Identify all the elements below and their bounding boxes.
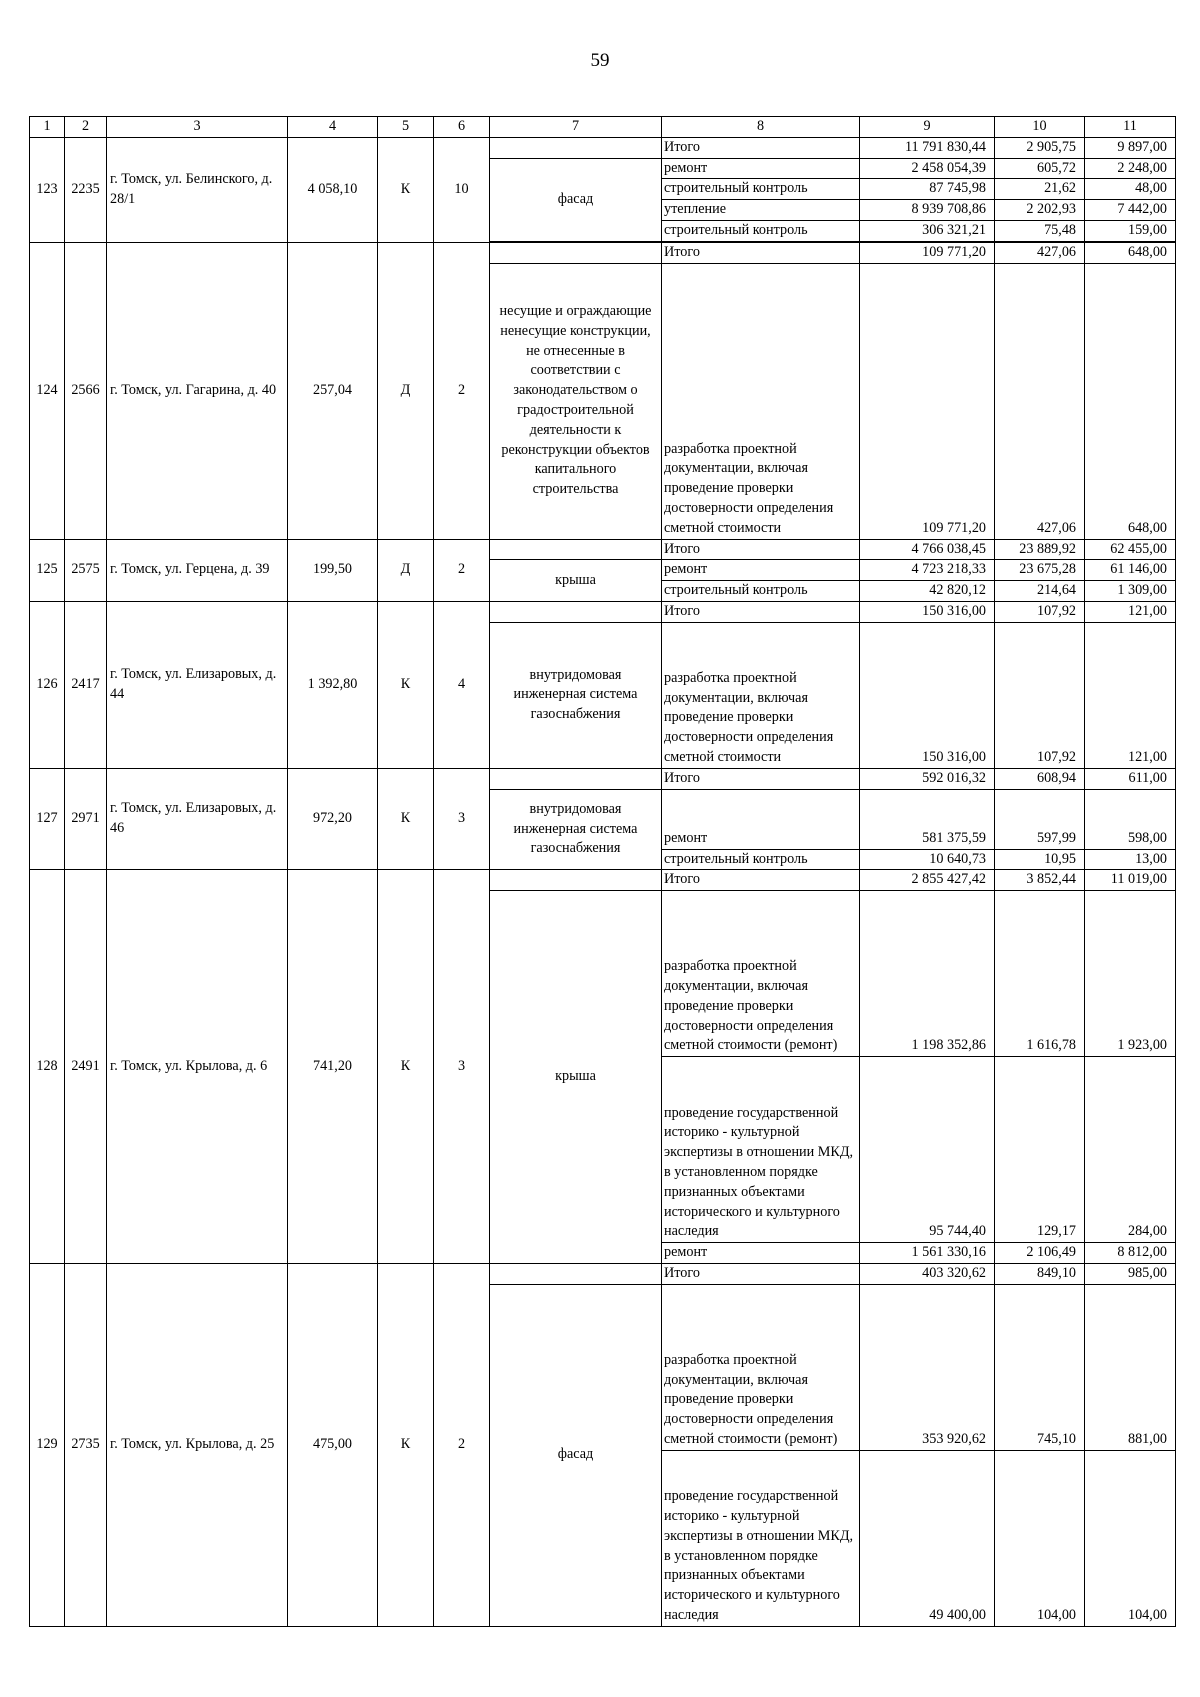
cost-limit: 11 019,00 — [1085, 870, 1176, 891]
work-kind — [490, 137, 662, 158]
cost-limit: 1 309,00 — [1085, 581, 1176, 602]
cost-total: 1 561 330,16 — [860, 1243, 995, 1264]
address: г. Томск, ул. Крылова, д. 6 — [107, 870, 288, 1264]
work-type: проведение государственной историко - культурной экспертизы в отношении МКД, в установленном порядке признанных объектами исторического и культурного наследия — [662, 1057, 860, 1243]
cost-total: 306 321,21 — [860, 220, 995, 241]
cost-limit: 104,00 — [1085, 1450, 1176, 1626]
col-header: 5 — [378, 117, 434, 138]
col-header: 3 — [107, 117, 288, 138]
area: 475,00 — [288, 1263, 378, 1626]
cost-limit: 159,00 — [1085, 220, 1176, 241]
cost-limit: 648,00 — [1085, 242, 1176, 263]
cost-limit: 9 897,00 — [1085, 137, 1176, 158]
row-number: 123 — [30, 137, 65, 242]
cost-per-m2: 427,06 — [995, 242, 1085, 263]
category: К — [378, 137, 434, 242]
house-code: 2575 — [65, 539, 107, 601]
cost-per-m2: 10,95 — [995, 849, 1085, 870]
col-header: 6 — [434, 117, 490, 138]
cost-limit: 881,00 — [1085, 1284, 1176, 1450]
house-code: 2417 — [65, 601, 107, 768]
cost-limit: 598,00 — [1085, 789, 1176, 849]
cost-total: 1 198 352,86 — [860, 891, 995, 1057]
work-type: ремонт — [662, 158, 860, 179]
cost-total: 4 766 038,45 — [860, 539, 995, 560]
category: К — [378, 601, 434, 768]
cost-per-m2: 107,92 — [995, 601, 1085, 622]
cost-per-m2: 23 889,92 — [995, 539, 1085, 560]
row-number: 128 — [30, 870, 65, 1264]
work-type: строительный контроль — [662, 179, 860, 200]
cost-per-m2: 2 106,49 — [995, 1243, 1085, 1264]
cost-total: 95 744,40 — [860, 1057, 995, 1243]
category: К — [378, 768, 434, 870]
work-kind — [490, 870, 662, 891]
area: 741,20 — [288, 870, 378, 1264]
table-row — [30, 601, 1176, 622]
row-number: 129 — [30, 1263, 65, 1626]
work-kind — [490, 1263, 662, 1284]
work-kind: крыша — [490, 560, 662, 602]
cost-per-m2: 75,48 — [995, 220, 1085, 241]
cost-limit: 8 812,00 — [1085, 1243, 1176, 1264]
cost-total: 42 820,12 — [860, 581, 995, 602]
cost-per-m2: 214,64 — [995, 581, 1085, 602]
work-kind: внутридомовая инженерная система газоснабжения — [490, 622, 662, 768]
address: г. Томск, ул. Елизаровых, д. 46 — [107, 768, 288, 870]
work-type: утепление — [662, 200, 860, 221]
work-type: разработка проектной документации, включая проведение проверки достоверности определения сметной стоимости (ремонт) — [662, 891, 860, 1057]
row-number: 125 — [30, 539, 65, 601]
work-type: Итого — [662, 601, 860, 622]
address: г. Томск, ул. Белинского, д. 28/1 — [107, 137, 288, 242]
cost-per-m2: 2 202,93 — [995, 200, 1085, 221]
page-number: 59 — [590, 50, 610, 71]
cost-per-m2: 427,06 — [995, 263, 1085, 539]
cost-total: 11 791 830,44 — [860, 137, 995, 158]
work-type: Итого — [662, 1263, 860, 1284]
cost-limit: 648,00 — [1085, 263, 1176, 539]
count: 2 — [434, 242, 490, 539]
cost-total: 592 016,32 — [860, 768, 995, 789]
address: г. Томск, ул. Елизаровых, д. 44 — [107, 601, 288, 768]
cost-per-m2: 608,94 — [995, 768, 1085, 789]
cost-total: 109 771,20 — [860, 242, 995, 263]
count: 4 — [434, 601, 490, 768]
work-kind: несущие и ограждающие ненесущие конструкции, не отнесенные в соответствии с законодательством о градостроительной деятельности к реконструкции объектов капитального строительства — [490, 263, 662, 539]
row-number: 127 — [30, 768, 65, 870]
cost-limit: 121,00 — [1085, 622, 1176, 768]
work-kind — [490, 768, 662, 789]
cost-per-m2: 849,10 — [995, 1263, 1085, 1284]
category: К — [378, 870, 434, 1264]
col-header: 1 — [30, 117, 65, 138]
house-code: 2235 — [65, 137, 107, 242]
table-row — [30, 242, 1176, 263]
count: 2 — [434, 1263, 490, 1626]
row-number: 126 — [30, 601, 65, 768]
house-code: 2971 — [65, 768, 107, 870]
col-header: 9 — [860, 117, 995, 138]
cost-per-m2: 129,17 — [995, 1057, 1085, 1243]
col-header: 10 — [995, 117, 1085, 138]
area: 199,50 — [288, 539, 378, 601]
cost-limit: 284,00 — [1085, 1057, 1176, 1243]
cost-per-m2: 107,92 — [995, 622, 1085, 768]
row-number: 124 — [30, 242, 65, 539]
cost-limit: 13,00 — [1085, 849, 1176, 870]
table-row — [30, 870, 1176, 891]
col-header: 7 — [490, 117, 662, 138]
col-header: 8 — [662, 117, 860, 138]
cost-per-m2: 1 616,78 — [995, 891, 1085, 1057]
cost-limit: 7 442,00 — [1085, 200, 1176, 221]
table-row — [30, 539, 1176, 560]
cost-total: 150 316,00 — [860, 601, 995, 622]
area: 1 392,80 — [288, 601, 378, 768]
address: г. Томск, ул. Гагарина, д. 40 — [107, 242, 288, 539]
house-code: 2566 — [65, 242, 107, 539]
work-type: Итого — [662, 768, 860, 789]
col-header: 4 — [288, 117, 378, 138]
work-type: строительный контроль — [662, 581, 860, 602]
work-kind — [490, 601, 662, 622]
cost-total: 2 458 054,39 — [860, 158, 995, 179]
cost-per-m2: 23 675,28 — [995, 560, 1085, 581]
work-type: разработка проектной документации, включая проведение проверки достоверности определения сметной стоимости — [662, 622, 860, 768]
count: 3 — [434, 768, 490, 870]
cost-total: 2 855 427,42 — [860, 870, 995, 891]
work-type: ремонт — [662, 560, 860, 581]
work-type: Итого — [662, 539, 860, 560]
work-kind: фасад — [490, 1284, 662, 1626]
work-kind — [490, 242, 662, 263]
col-header: 11 — [1085, 117, 1176, 138]
cost-total: 10 640,73 — [860, 849, 995, 870]
cost-per-m2: 2 905,75 — [995, 137, 1085, 158]
category: К — [378, 1263, 434, 1626]
count: 2 — [434, 539, 490, 601]
address: г. Томск, ул. Крылова, д. 25 — [107, 1263, 288, 1626]
area: 4 058,10 — [288, 137, 378, 242]
cost-total: 581 375,59 — [860, 789, 995, 849]
cost-total: 8 939 708,86 — [860, 200, 995, 221]
category: Д — [378, 242, 434, 539]
area: 257,04 — [288, 242, 378, 539]
address: г. Томск, ул. Герцена, д. 39 — [107, 539, 288, 601]
cost-limit: 121,00 — [1085, 601, 1176, 622]
house-code: 2735 — [65, 1263, 107, 1626]
cost-total: 87 745,98 — [860, 179, 995, 200]
count: 10 — [434, 137, 490, 242]
work-type: разработка проектной документации, включая проведение проверки достоверности определения сметной стоимости (ремонт) — [662, 1284, 860, 1450]
work-type: ремонт — [662, 1243, 860, 1264]
work-kind: крыша — [490, 891, 662, 1264]
col-header: 2 — [65, 117, 107, 138]
cost-limit: 1 923,00 — [1085, 891, 1176, 1057]
cost-limit: 2 248,00 — [1085, 158, 1176, 179]
cost-limit: 985,00 — [1085, 1263, 1176, 1284]
table-row — [30, 1263, 1176, 1284]
cost-limit: 61 146,00 — [1085, 560, 1176, 581]
cost-total: 49 400,00 — [860, 1450, 995, 1626]
cost-limit: 48,00 — [1085, 179, 1176, 200]
work-type: разработка проектной документации, включая проведение проверки достоверности определения сметной стоимости — [662, 263, 860, 539]
cost-limit: 611,00 — [1085, 768, 1176, 789]
work-kind — [490, 539, 662, 560]
cost-total: 4 723 218,33 — [860, 560, 995, 581]
house-code: 2491 — [65, 870, 107, 1264]
cost-per-m2: 597,99 — [995, 789, 1085, 849]
cost-limit: 62 455,00 — [1085, 539, 1176, 560]
work-type: строительный контроль — [662, 849, 860, 870]
table-row — [30, 137, 1176, 158]
work-type: Итого — [662, 870, 860, 891]
header-row — [30, 117, 1176, 138]
work-type: проведение государственной историко - культурной экспертизы в отношении МКД, в установленном порядке признанных объектами исторического и культурного наследия — [662, 1450, 860, 1626]
cost-per-m2: 605,72 — [995, 158, 1085, 179]
area: 972,20 — [288, 768, 378, 870]
cost-per-m2: 745,10 — [995, 1284, 1085, 1450]
cost-per-m2: 104,00 — [995, 1450, 1085, 1626]
cost-per-m2: 3 852,44 — [995, 870, 1085, 891]
table-row — [30, 768, 1176, 789]
cost-total: 353 920,62 — [860, 1284, 995, 1450]
work-type: строительный контроль — [662, 220, 860, 241]
cost-total: 150 316,00 — [860, 622, 995, 768]
category: Д — [378, 539, 434, 601]
work-type: Итого — [662, 137, 860, 158]
work-type: Итого — [662, 242, 860, 263]
work-kind: внутридомовая инженерная система газоснабжения — [490, 789, 662, 870]
cost-per-m2: 21,62 — [995, 179, 1085, 200]
count: 3 — [434, 870, 490, 1264]
repair-schedule-table — [29, 116, 1176, 1627]
work-type: ремонт — [662, 789, 860, 849]
cost-total: 109 771,20 — [860, 263, 995, 539]
cost-total: 403 320,62 — [860, 1263, 995, 1284]
work-kind: фасад — [490, 158, 662, 241]
